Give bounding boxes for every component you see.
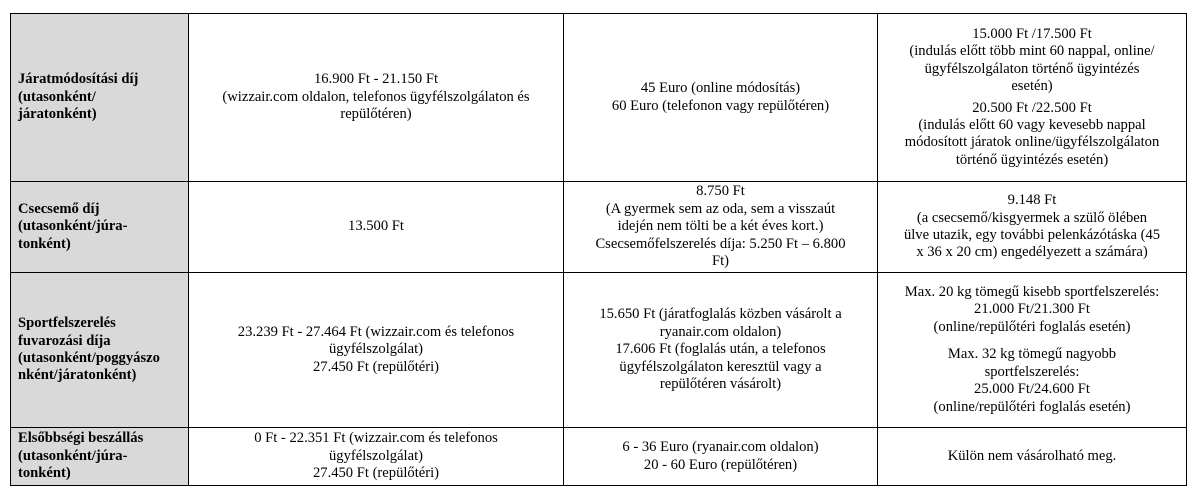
- row-header-line: Csecsemő díj: [18, 200, 100, 217]
- cell-line: repülőtéren): [340, 106, 412, 123]
- cell-line: Max. 32 kg tömegű nagyobb: [947, 346, 1117, 363]
- third-carrier-cell: [878, 14, 1187, 182]
- row-header-line: (utasonként/júra-: [18, 447, 128, 464]
- cell-line: (online/repülőtéri foglalás esetén): [933, 398, 1131, 415]
- cell-line: Külön nem vásárolható meg.: [947, 447, 1117, 464]
- third-carrier-cell: [878, 428, 1187, 486]
- table-row: [11, 182, 1187, 273]
- row-header-infant-fee: [11, 182, 189, 273]
- ryanair-cell: [564, 14, 878, 182]
- cell-line: történő ügyintézés esetén): [955, 151, 1109, 168]
- cell-line: 60 Euro (telefonon vagy repülőtéren): [611, 97, 830, 114]
- cell-line: ülve utazik, egy további pelenkázótáska (45: [903, 227, 1161, 243]
- row-header-priority-boarding: [11, 428, 189, 486]
- third-carrier-cell: [878, 273, 1187, 428]
- cell-line: ügyfélszolgálat): [328, 341, 423, 358]
- cell-line: 16.900 Ft - 21.150 Ft: [313, 71, 439, 88]
- cell-line: (wizzair.com oldalon, telefonos ügyfélszolgálaton és: [222, 88, 530, 105]
- cell-line: Csecsemőfelszerelés díja: 5.250 Ft – 6.800: [595, 235, 846, 252]
- row-header-line: (utasonként/poggyászo: [18, 350, 160, 366]
- cell-line: Ft): [711, 253, 730, 270]
- cell-line: (A gyermek sem az oda, sem a visszaút: [605, 200, 836, 217]
- cell-line: 27.450 Ft (repülőtéri): [312, 465, 440, 482]
- ryanair-cell: [564, 428, 878, 486]
- cell-line: 23.239 Ft - 27.464 Ft (wizzair.com és telefonos: [237, 323, 515, 340]
- cell-line: 15.650 Ft (járatfoglalás közben vásárolt a: [599, 306, 842, 323]
- cell-line: 15.000 Ft /17.500 Ft: [972, 25, 1092, 42]
- cell-line: repülőtéren vásárolt): [659, 376, 782, 393]
- row-header-sports-equipment-fee: [11, 273, 189, 428]
- cell-line: 27.450 Ft (repülőtéri): [312, 358, 440, 375]
- row-header-line: járatonként): [18, 106, 97, 123]
- row-header-line: Elsőbbségi beszállás: [18, 430, 144, 447]
- row-header-line: tonként): [18, 465, 71, 482]
- cell-line: 20.500 Ft /22.500 Ft: [972, 99, 1092, 116]
- cell-line: (indulás előtt 60 vagy kevesebb nappal: [918, 116, 1146, 133]
- cell-line: ügyfélszolgálat): [328, 447, 423, 464]
- cell-line: 0 Ft - 22.351 Ft (wizzair.com és telefonos: [254, 430, 498, 447]
- wizz-cell: [189, 273, 564, 428]
- cell-line: 45 Euro (online módosítás): [640, 80, 801, 97]
- row-header-line: tonként): [18, 235, 71, 252]
- cell-line: ryanair.com oldalon): [659, 323, 782, 340]
- table-row: [11, 273, 1187, 428]
- cell-line: 8.750 Ft: [696, 183, 745, 200]
- ryanair-cell: [564, 273, 878, 428]
- cell-line: módosított járatok online/ügyfélszolgálaton: [904, 134, 1160, 151]
- row-header-line: Sportfelszerelés: [18, 315, 116, 332]
- row-header-line: Járatmódosítási díj: [18, 71, 139, 88]
- cell-line: (a csecsemő/kisgyermek a szülő ölében: [916, 209, 1148, 226]
- third-carrier-cell: [878, 182, 1187, 273]
- cell-line: 20 - 60 Euro (repülőtéren): [643, 456, 798, 473]
- wizz-cell: [189, 14, 564, 182]
- cell-line: Max. 20 kg tömegű kisebb sportfelszerelés:: [904, 284, 1160, 301]
- cell-line: 9.148 Ft: [1007, 192, 1057, 209]
- cell-line: 13.500 Ft: [348, 218, 404, 235]
- cell-line: x 36 x 20 cm) engedélyezett a számára): [916, 244, 1148, 261]
- fees-table: [10, 13, 1187, 486]
- ryanair-cell: [564, 182, 878, 273]
- cell-line: esetén): [1011, 78, 1053, 95]
- wizz-cell: [189, 182, 564, 273]
- table-row: [11, 428, 1187, 486]
- row-header-line: fuvarozási díja: [18, 332, 111, 349]
- cell-line: 6 - 36 Euro (ryanair.com oldalon): [622, 439, 819, 456]
- cell-line: sportfelszerelés:: [984, 363, 1080, 380]
- row-header-line: (utasonként/: [18, 88, 96, 105]
- wizz-cell: [189, 428, 564, 486]
- cell-line: ügyfélszolgálaton történő ügyintézés: [924, 60, 1140, 77]
- row-header-modification-fee: [11, 14, 189, 182]
- cell-line: idején nem tölti be a két éves kort.): [617, 218, 824, 235]
- row-header-line: (utasonként/júra-: [18, 218, 128, 235]
- cell-line: 21.000 Ft/21.300 Ft: [974, 301, 1090, 318]
- paragraph-gap: [883, 336, 1181, 346]
- row-header-line: nként/járatonként): [18, 367, 137, 384]
- table-row: [11, 14, 1187, 182]
- cell-line: (online/repülőtéri foglalás esetén): [933, 318, 1131, 335]
- cell-line: 25.000 Ft/24.600 Ft: [974, 381, 1090, 398]
- cell-line: (indulás előtt több mint 60 nappal, online/: [909, 43, 1155, 60]
- cell-line: 17.606 Ft (foglalás után, a telefonos: [615, 341, 826, 358]
- cell-line: ügyfélszolgálaton keresztül vagy a: [619, 358, 822, 375]
